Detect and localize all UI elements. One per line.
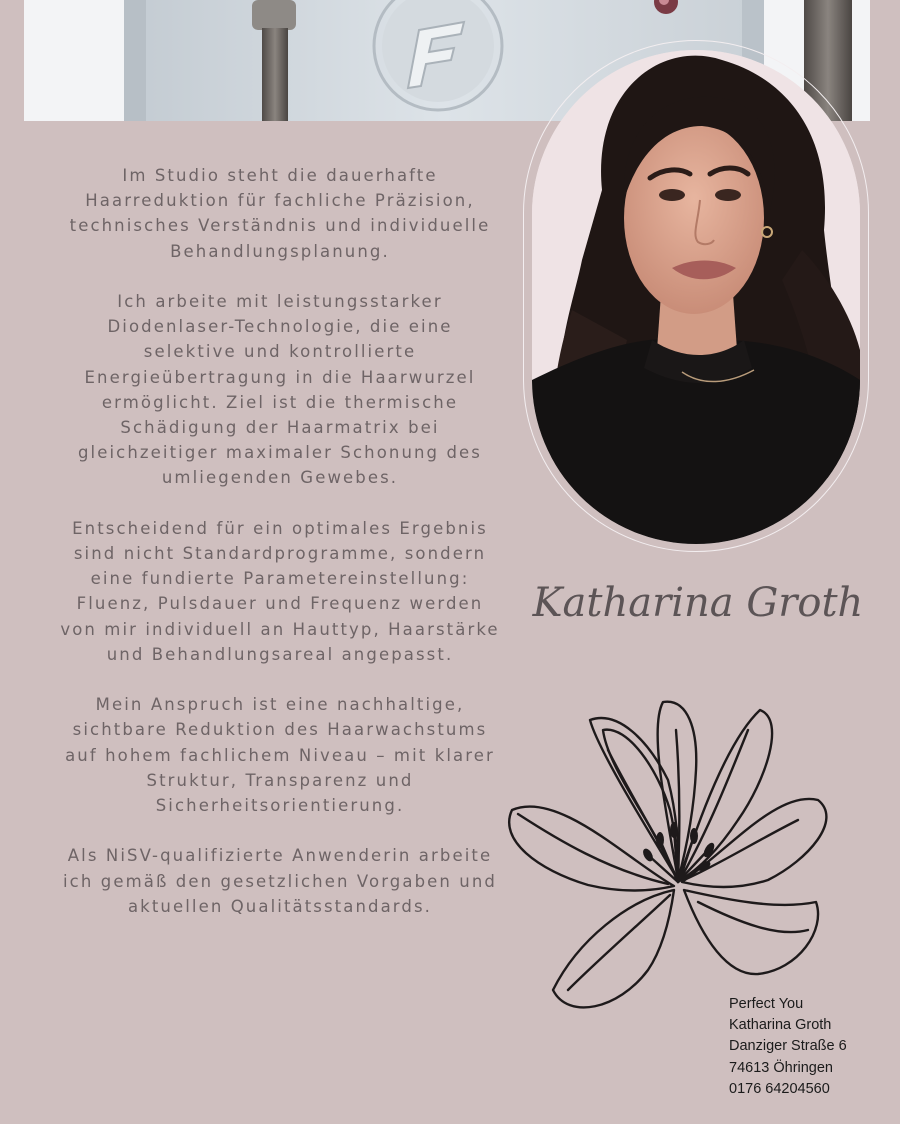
business-name: Perfect You	[729, 996, 804, 1012]
paragraph-parameters: Entscheidend für ein optimales Ergebnis sind nicht Standardprogramme, sondern eine fundierte Parametereinstellung: Fluenz, Pulsdauer und Frequenz werden von mir individuell an Hauttyp, Haarstärke und Behandlungsareal angepasst.	[60, 518, 500, 664]
paragraph-intro: Im Studio steht die dauerhafte Haarreduktion für fachliche Präzision, technisches Verständnis und individuelle Behandlungsplanung.	[69, 166, 491, 261]
address-block	[729, 994, 847, 1100]
owner-name: Katharina Groth	[729, 1017, 832, 1034]
body-text	[60, 163, 500, 944]
portrait-photo	[532, 50, 860, 544]
signature-text: Katharina Groth	[532, 580, 864, 626]
street: Danziger Straße 6	[729, 1038, 847, 1055]
postal-city: 74613 Öhringen	[729, 1059, 833, 1076]
signature	[528, 560, 868, 640]
paragraph-qualification: Als NiSV-qualifizierte Anwenderin arbeite ich gemäß den gesetzlichen Vorgaben und aktuellen Qualitätsstandards.	[63, 846, 497, 916]
flower-icon	[498, 690, 848, 1030]
portrait-illustration	[532, 50, 860, 544]
phone-number: 0176 64204560	[729, 1080, 830, 1097]
paragraph-technology: Ich arbeite mit leistungsstarker Diodenlaser-Technologie, die eine selektive und kontrollierte Energieübertragung in die Haarwurzel ermöglicht. Ziel ist die thermische Schädigung der Haarmatrix bei gleichzeitiger maximaler Schonung des umliegenden Gewebes.	[77, 292, 483, 488]
paragraph-claim: Mein Anspruch ist eine nachhaltige, sichtbare Reduktion des Haarwachstums auf hohem fachlichem Niveau – mit klarer Struktur, Transparenz und Sicherheitsorientierung.	[65, 695, 495, 816]
